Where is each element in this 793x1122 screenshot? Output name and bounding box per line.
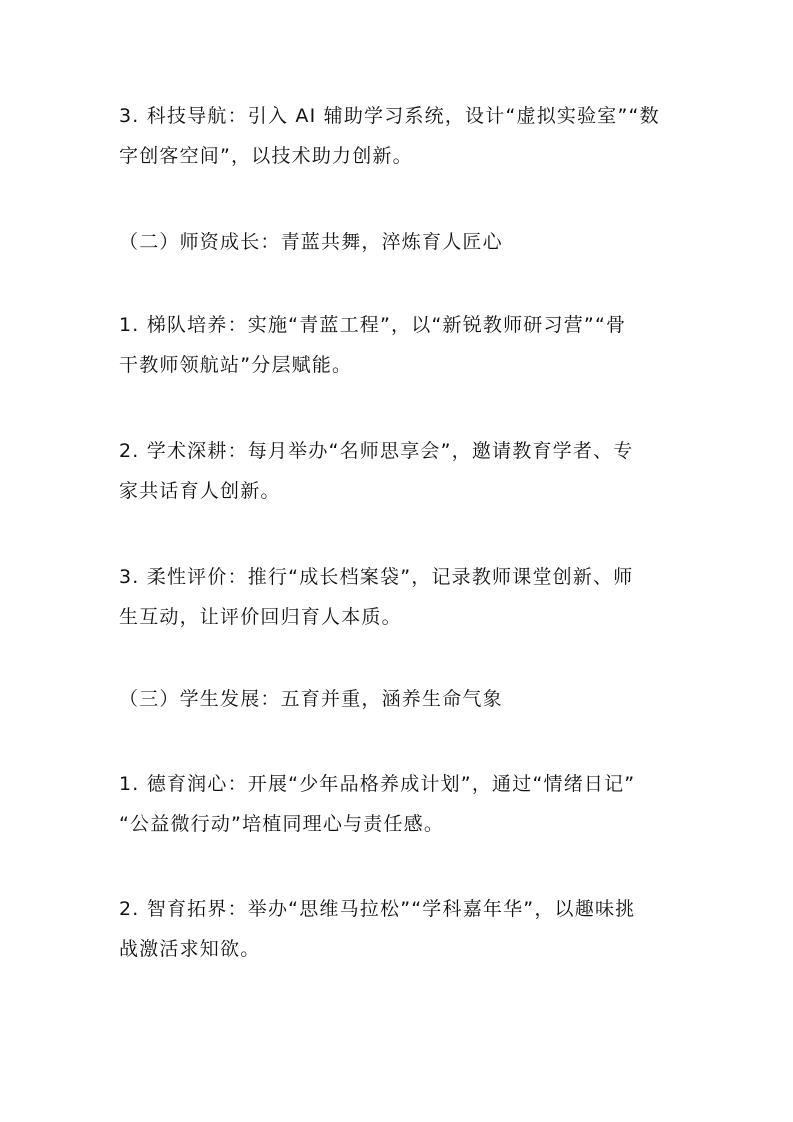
text-line: 字创客空间”，以技术助力创新。 [119,145,413,167]
text-line: 1. 梯队培养：实施“青蓝工程”，以“新锐教师研习营”“骨 [119,314,627,336]
text-line: 3. 科技导航：引入 AI 辅助学习系统，设计“虚拟实验室”“数 [119,105,660,127]
text-line: 家共话育人创新。 [119,480,281,502]
text-line: 3. 柔性评价：推行“成长档案袋”，记录教师课堂创新、师 [119,566,634,588]
text-line: 干教师领航站”分层赋能。 [119,354,353,376]
paragraph-intellectual-education [119,889,679,969]
heading-line: （二）师资成长：青蓝共舞，淬炼育人匠心 [119,231,503,253]
text-line: 2. 学术深耕：每月举办“名师思享会”，邀请教育学者、专 [119,440,634,462]
text-line: 1. 德育润心：开展“少年品格养成计划”，通过“情绪日记” [119,773,636,795]
heading-line: （三）学生发展：五育并重，涵养生命气象 [119,688,503,710]
paragraph-flexible-evaluation [119,557,679,637]
paragraph-moral-education [119,764,679,844]
paragraph-tier-training [119,305,679,385]
paragraph-tech-navigation [119,96,679,176]
section-heading-student-development [119,679,679,719]
text-line: 2. 智育拓界：举办“思维马拉松”“学科嘉年华”，以趣味挑 [119,898,636,920]
text-line: “公益微行动”培植同理心与责任感。 [119,813,445,835]
paragraph-academic-deepening [119,431,679,511]
text-line: 战激活求知欲。 [119,938,261,960]
text-line: 生互动，让评价回归育人本质。 [119,606,402,628]
section-heading-teacher-growth [119,222,679,262]
